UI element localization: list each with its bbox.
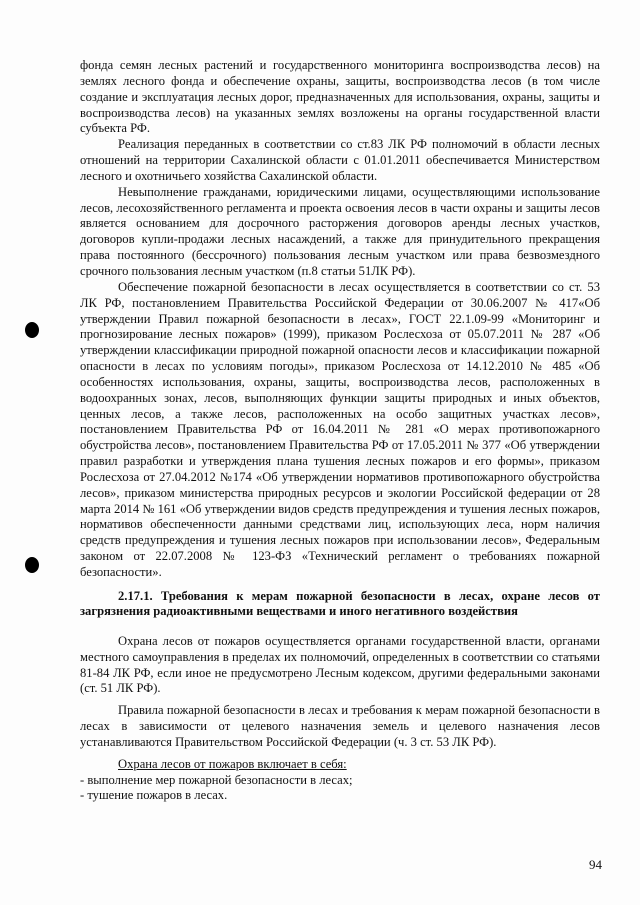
section-heading: 2.17.1. Требования к мерам пожарной безопасности в лесах, охране лесов от загрязнения радиоактивными веществами и иного негативного воздействия xyxy=(80,588,600,619)
paragraph: Правила пожарной безопасности в лесах и требования к мерам пожарной безопасности в лесах в зависимости от целевого назначения земель и целевого назначения лесов устанавливаются Правительством Российской Федерации (ч. 3 ст. 53 ЛК РФ). xyxy=(80,703,600,749)
paragraph: Реализация переданных в соответствии со ст.83 ЛК РФ полномочий в области лесных отношений на территории Сахалинской области с 01.01.2011 обеспечивается Министерством лесного и охотничьего хозяйства Сахалинской области. xyxy=(80,137,600,183)
punch-hole xyxy=(25,322,39,338)
paragraph: Обеспечение пожарной безопасности в лесах осуществляется в соответствии со ст. 53 ЛК РФ, постановлением Правительства Российской Федерации от 30.06.2007 № 417«Об утверждении Правил пожарной безопасности в лесах», ГОСТ 22.1.09-99 «Мониторинг и прогнозирование лесных пожаров» (1999), приказом Рослесхоза от 05.07.2011 № 287 «Об утверждении классификации природной пожарной опасности лесов и классификации пожарной опасности в лесах по условиям погоды», приказом Рослесхоза от 14.12.2010 № 485 «Об особенностях использования, охраны, защиты, воспроизводства лесов, расположенных в водоохранных зонах, лесов, выполняющих функции защиты природных и иных объектов, ценных лесов, а также лесов, расположенных на особо защитных участках лесов», постановлением Правительства РФ от 16.04.2011 № 281 «О мерах противопожарного обустройства лесов», постановлением Правительства РФ от 17.05.2011 № 377 «Об утверждении правил разработки и утверждения плана тушения лесных пожаров и его формы», приказом Рослесхоза от 27.04.2012 №174 «Об утверждении нормативов противопожарного обустройства лесов», приказом министерства природных ресурсов и экологии Российской федерации от 28 марта 2014 № 161 «Об утверждении видов средств предупреждения и тушения лесных пожаров, нормативов обеспеченности данными средствами лиц, использующих леса, норм наличия средств предупреждения и тушения лесных пожаров при использовании лесов», Федеральным законом от 22.07.2008 № 123-ФЗ «Технический регламент о требованиях пожарной безопасности». xyxy=(80,279,600,579)
paragraph: Охрана лесов от пожаров осуществляется органами государственной власти, органами местного самоуправления в пределах их полномочий, определенных в соответствии со статьями 81-84 ЛК РФ, если иное не предусмотрено Лесным кодексом, другими федеральными законами (ст. 51 ЛК РФ). xyxy=(80,633,600,696)
list-intro-text: Охрана лесов от пожаров включает в себя: xyxy=(118,756,347,771)
list-item: - тушение пожаров в лесах. xyxy=(80,788,228,803)
document-body xyxy=(80,58,600,804)
paragraph: Невыполнение гражданами, юридическими лицами, осуществляющими использование лесов, лесохозяйственного регламента и проекта освоения лесов в части охраны и защиты лесов является основанием для досрочного расторжения договоров аренды лесных участков, договоров купли-продажи лесных насаждений, а также для принудительного прекращения права постоянного (бессрочного) пользования лесным участком или права безвозмездного срочного пользования лесным участком (п.8 статьи 51ЛК РФ). xyxy=(80,184,600,278)
punch-hole xyxy=(25,557,39,573)
paragraph-continuation: фонда семян лесных растений и государственного мониторинга воспроизводства лесов) на землях лесного фонда и обеспечение охраны, защиты, воспроизводства лесов (в том числе создание и эксплуатация лесных дорог, предназначенных для использования, охраны, защиты и воспроизводства лесов) на указанных землях возложены на органы государственной власти субъекта РФ. xyxy=(80,58,600,136)
page-number: 94 xyxy=(589,857,602,872)
list-intro xyxy=(80,757,600,773)
list-item: - выполнение мер пожарной безопасности в лесах; xyxy=(80,772,353,787)
